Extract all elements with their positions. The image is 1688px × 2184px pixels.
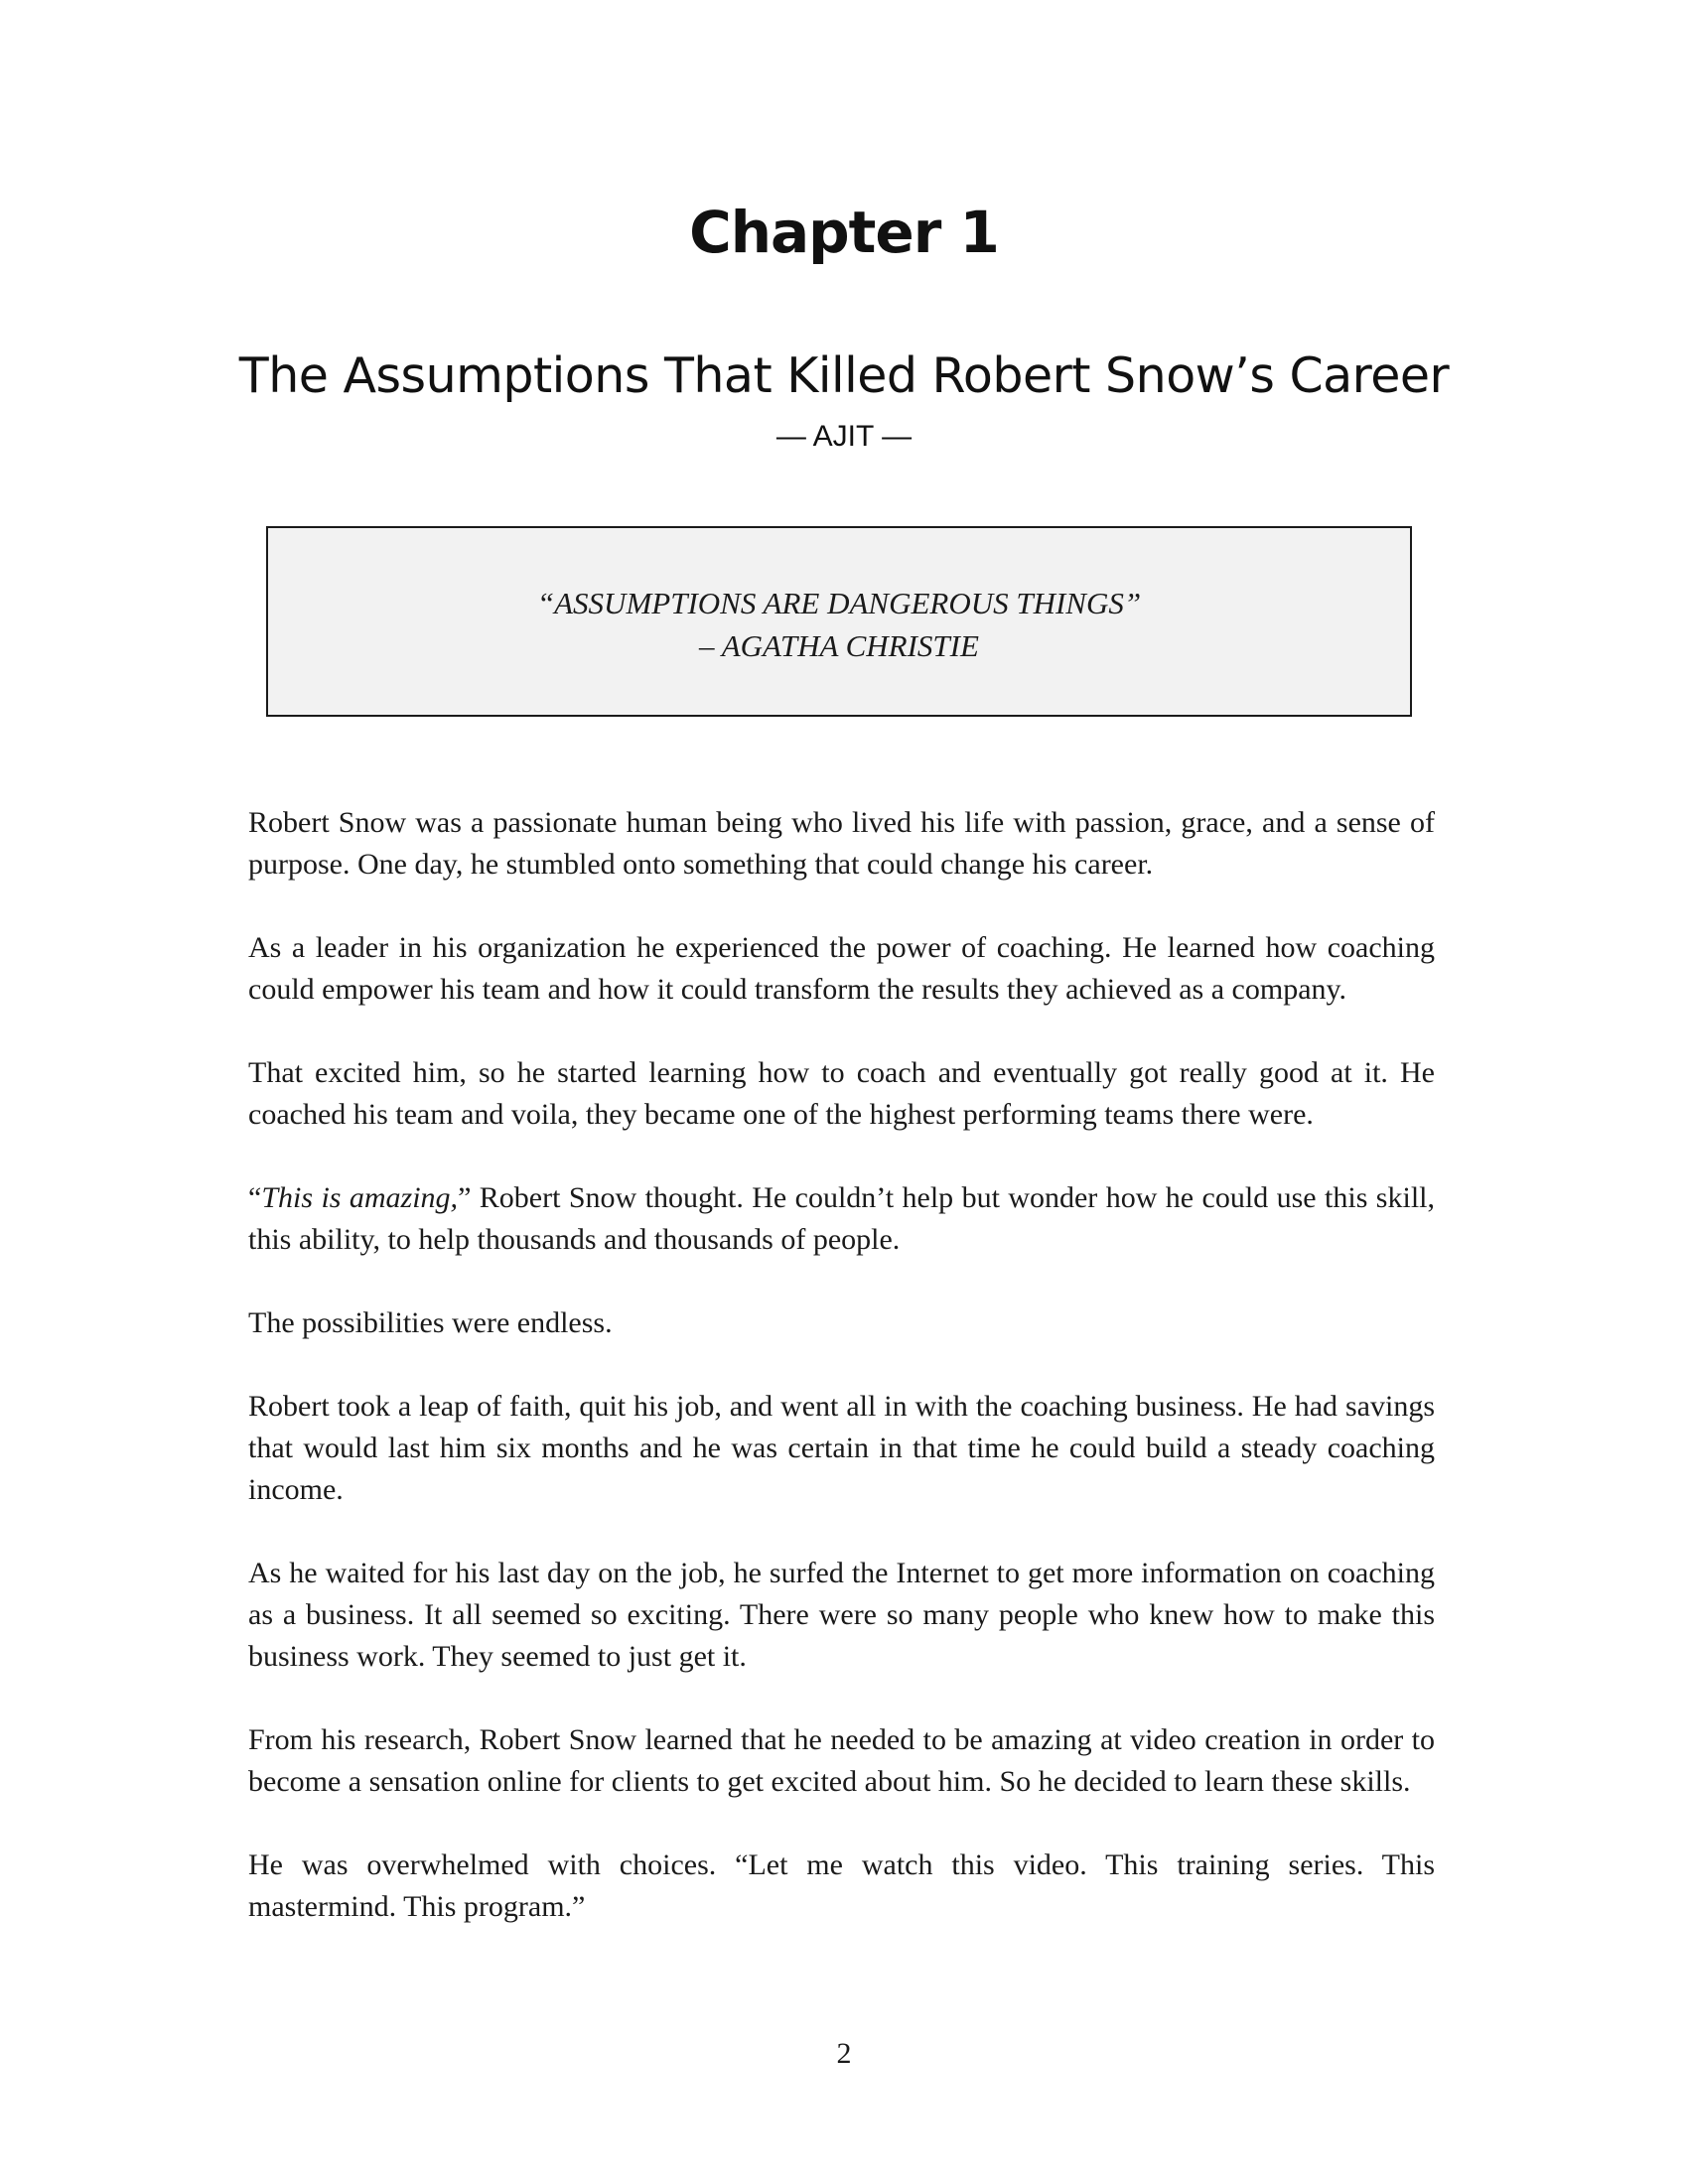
paragraph-4-open-quote: “ (248, 1181, 262, 1214)
epigraph-quote: “ASSUMPTIONS ARE DANGEROUS THINGS” (536, 586, 1142, 620)
chapter-author: — AJIT — (775, 420, 913, 453)
paragraph-8: From his research, Robert Snow learned that he needed to be amazing at video creation in order to become a sensation online for clients to get excited about him. So he decided to learn these skills. (248, 1723, 1435, 1798)
paragraph-6: Robert took a leap of faith, quit his job, and went all in with the coaching business. He had savings that would last him six months and he was certain in that time he could build a steady coaching income. (248, 1390, 1435, 1506)
paragraph-4-rest: ” Robert Snow thought. He couldn’t help but wonder how he could use this skill, this ability, to help thousands and thousands of people. (248, 1181, 1435, 1256)
paragraph-7: As he waited for his last day on the job, he surfed the Internet to get more information on coaching as a business. It all seemed so exciting. There were so many people who knew how to make this business work. They seemed to just get it. (248, 1557, 1435, 1673)
chapter-heading: Chapter 1 (689, 199, 999, 266)
paragraph-3: That excited him, so he started learning how to coach and eventually got really good at it. He coached his team and voila, they became one of the highest performing teams there were. (248, 1056, 1435, 1131)
chapter-body (248, 802, 1435, 1970)
epigraph-box (266, 526, 1412, 717)
paragraph-9: He was overwhelmed with choices. “Let me watch this video. This training series. This mastermind. This program.” (248, 1848, 1435, 1923)
chapter-title: The Assumptions That Killed Robert Snow’s Career (238, 347, 1450, 404)
paragraph-2: As a leader in his organization he experienced the power of coaching. He learned how coaching could empower his team and how it could transform the results they achieved as a company. (248, 931, 1435, 1006)
paragraph-4 (248, 1177, 1435, 1261)
paragraph-4-italic: This is amazing, (261, 1181, 459, 1214)
page-number: 2 (836, 2037, 852, 2070)
paragraph-5: The possibilities were endless. (248, 1306, 613, 1339)
epigraph-text (268, 582, 1410, 667)
epigraph-attribution: – AGATHA CHRISTIE (699, 628, 979, 663)
paragraph-1: Robert Snow was a passionate human being who lived his life with passion, grace, and a sense of purpose. One day, he stumbled onto something that could change his career. (248, 806, 1435, 881)
